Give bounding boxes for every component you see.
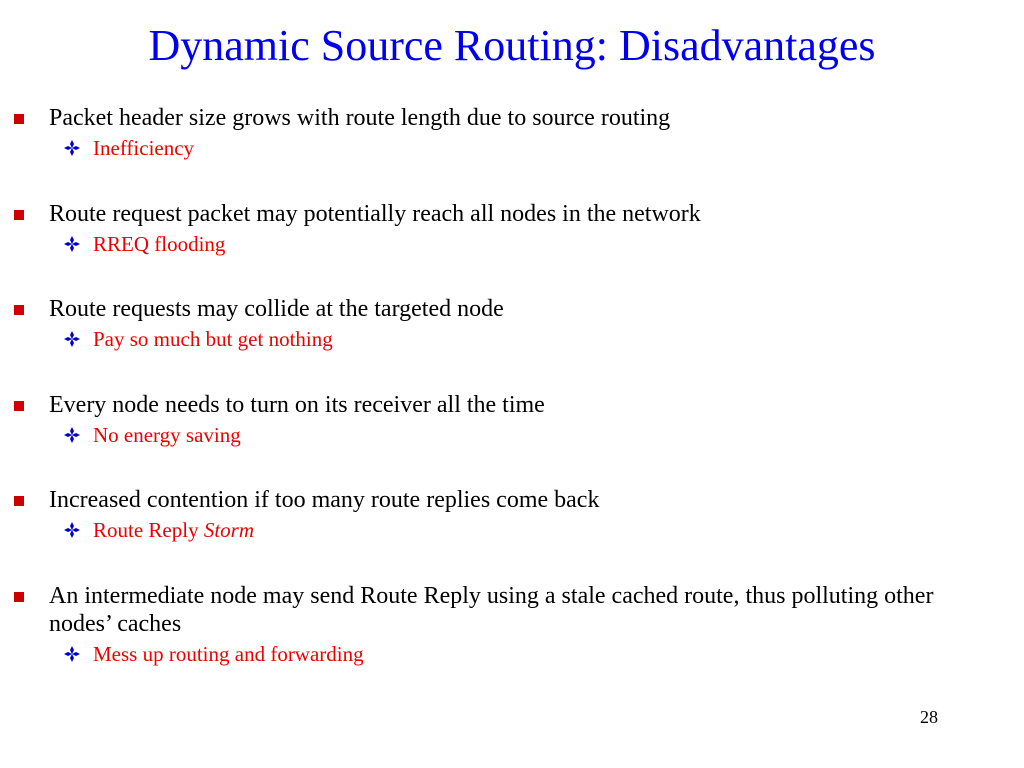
sub-bullet-text: Mess up routing and forwarding — [93, 642, 364, 666]
diamond-bullet-icon — [63, 426, 81, 444]
sub-bullet-text-plain: Route Reply — [93, 518, 199, 542]
diamond-bullet-icon — [63, 139, 81, 157]
bullet-item — [14, 391, 939, 448]
sub-bullet — [63, 231, 939, 257]
sub-bullet — [63, 517, 939, 543]
square-bullet-icon — [14, 114, 24, 124]
sub-bullet-text: Inefficiency — [93, 136, 195, 160]
sub-bullet-emphasis: Storm — [203, 518, 255, 542]
page-number: 28 — [920, 707, 938, 727]
sub-bullet-text — [93, 517, 254, 543]
diamond-bullet-icon — [63, 330, 81, 348]
bullet-text: Every node needs to turn on its receiver all the time — [49, 392, 545, 418]
square-bullet-icon — [14, 496, 24, 506]
sub-bullet — [63, 326, 939, 352]
sub-bullet — [63, 422, 939, 448]
bullet-item — [14, 104, 939, 161]
square-bullet-icon — [14, 401, 24, 411]
square-bullet-icon — [14, 592, 24, 602]
sub-bullet-text: RREQ flooding — [93, 232, 226, 256]
bullet-item — [14, 486, 939, 543]
bullet-text: Route request packet may potentially reach all nodes in the network — [49, 201, 701, 227]
square-bullet-icon — [14, 305, 24, 315]
sub-bullet-text: Pay so much but get nothing — [93, 327, 333, 351]
diamond-bullet-icon — [63, 645, 81, 663]
square-bullet-icon — [14, 210, 24, 220]
bullet-item — [14, 200, 939, 257]
bullet-item — [14, 582, 939, 667]
bullet-item — [14, 295, 939, 352]
bullet-text: Route requests may collide at the targeted node — [49, 296, 504, 322]
slide-title: Dynamic Source Routing: Disadvantages — [148, 21, 876, 70]
bullet-text: Packet header size grows with route length due to source routing — [49, 105, 671, 131]
sub-bullet — [63, 641, 939, 667]
bullet-text: An intermediate node may send Route Reply using a stale cached route, thus polluting other nodes’ caches — [49, 583, 934, 637]
sub-bullet-text: No energy saving — [93, 423, 241, 447]
sub-bullet — [63, 135, 939, 161]
diamond-bullet-icon — [63, 521, 81, 539]
diamond-bullet-icon — [63, 235, 81, 253]
bullet-text: Increased contention if too many route replies come back — [49, 487, 600, 513]
